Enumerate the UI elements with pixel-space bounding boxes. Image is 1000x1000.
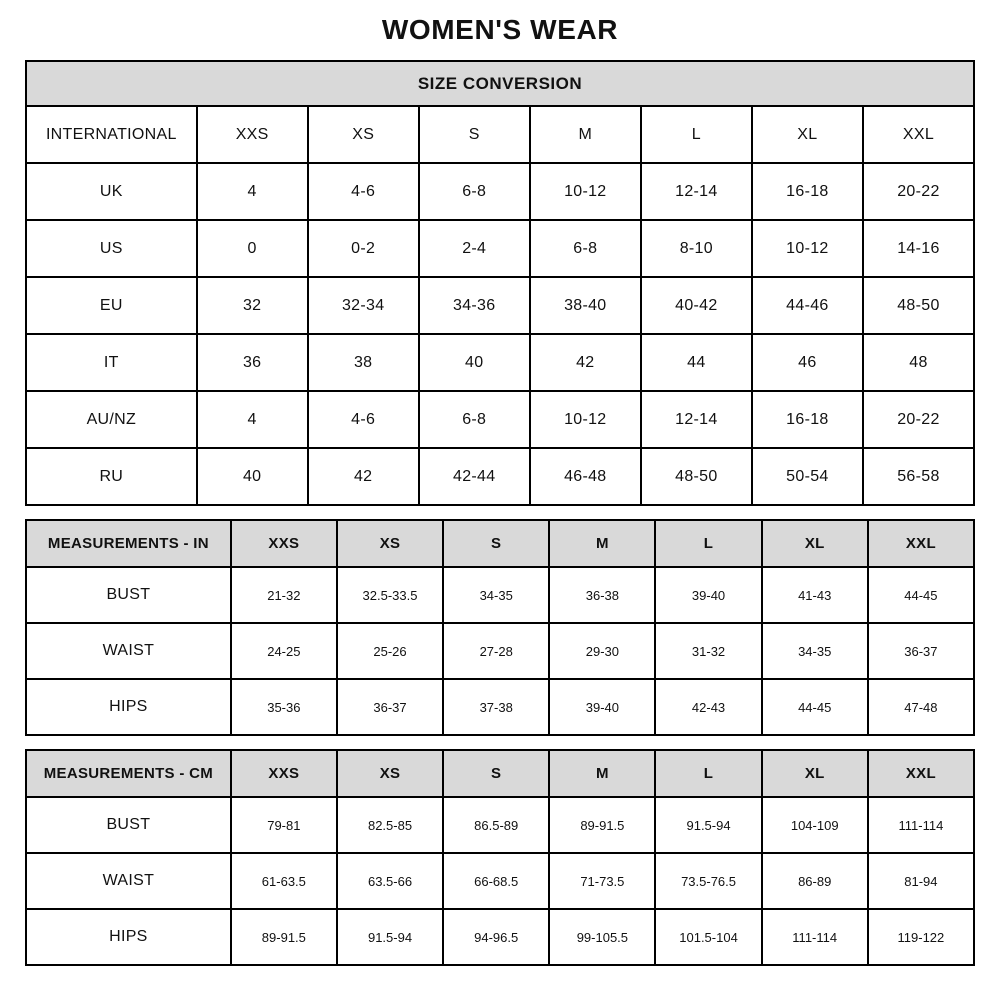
table-cell: 4-6 xyxy=(308,163,419,220)
table-cell: 2-4 xyxy=(419,220,530,277)
table-cell: 12-14 xyxy=(641,163,752,220)
table-cell: 94-96.5 xyxy=(443,909,549,965)
row-label: WAIST xyxy=(26,853,231,909)
table-cell: 86.5-89 xyxy=(443,797,549,853)
table-cell: 48-50 xyxy=(641,448,752,505)
table-row-waist-cm xyxy=(26,853,974,909)
table-cell: 24-25 xyxy=(231,623,337,679)
table-cell: 14-16 xyxy=(863,220,974,277)
table-cell: 48-50 xyxy=(863,277,974,334)
header-cell: XXS xyxy=(231,750,337,797)
table-cell: 89-91.5 xyxy=(231,909,337,965)
measurements-in-title: MEASUREMENTS - IN xyxy=(26,520,231,567)
header-cell: XL xyxy=(762,750,868,797)
table-row-it xyxy=(26,334,974,391)
table-cell: 101.5-104 xyxy=(655,909,761,965)
size-conversion-title-row xyxy=(26,61,974,106)
table-cell: 21-32 xyxy=(231,567,337,623)
table-row-bust-cm xyxy=(26,797,974,853)
table-row-hips-in xyxy=(26,679,974,735)
table-cell: 0 xyxy=(197,220,308,277)
table-cell: 42-43 xyxy=(655,679,761,735)
table-cell: 42 xyxy=(308,448,419,505)
table-cell: 0-2 xyxy=(308,220,419,277)
table-cell: 34-35 xyxy=(443,567,549,623)
table-cell: 32.5-33.5 xyxy=(337,567,443,623)
table-cell: 35-36 xyxy=(231,679,337,735)
table-cell: 38-40 xyxy=(530,277,641,334)
table-cell: 50-54 xyxy=(752,448,863,505)
table-row-hips-cm xyxy=(26,909,974,965)
header-cell: XXS xyxy=(197,106,308,163)
table-cell: 40 xyxy=(197,448,308,505)
table-cell: 86-89 xyxy=(762,853,868,909)
table-cell: 40-42 xyxy=(641,277,752,334)
table-cell: 27-28 xyxy=(443,623,549,679)
header-cell: XL xyxy=(752,106,863,163)
size-conversion-title: SIZE CONVERSION xyxy=(26,61,974,106)
table-cell: 36 xyxy=(197,334,308,391)
table-cell: 39-40 xyxy=(549,679,655,735)
table-cell: 10-12 xyxy=(530,163,641,220)
row-label: BUST xyxy=(26,567,231,623)
header-cell: L xyxy=(655,520,761,567)
header-cell: S xyxy=(443,520,549,567)
table-cell: 36-37 xyxy=(868,623,974,679)
table-row-ru xyxy=(26,448,974,505)
row-label: IT xyxy=(26,334,197,391)
size-conversion-header-row xyxy=(26,106,974,163)
row-label: HIPS xyxy=(26,679,231,735)
table-cell: 32 xyxy=(197,277,308,334)
header-cell: XS xyxy=(337,750,443,797)
header-cell: L xyxy=(641,106,752,163)
table-cell: 37-38 xyxy=(443,679,549,735)
header-cell: XL xyxy=(762,520,868,567)
table-cell: 119-122 xyxy=(868,909,974,965)
header-cell: L xyxy=(655,750,761,797)
table-cell: 32-34 xyxy=(308,277,419,334)
table-cell: 16-18 xyxy=(752,391,863,448)
measurements-in-header-row xyxy=(26,520,974,567)
table-row-aunz xyxy=(26,391,974,448)
measurements-cm-header-row xyxy=(26,750,974,797)
row-label: UK xyxy=(26,163,197,220)
table-cell: 20-22 xyxy=(863,163,974,220)
table-row-bust-in xyxy=(26,567,974,623)
header-cell: S xyxy=(443,750,549,797)
table-cell: 47-48 xyxy=(868,679,974,735)
page-title: WOMEN'S WEAR xyxy=(381,14,619,45)
table-cell: 44-45 xyxy=(868,567,974,623)
row-label: US xyxy=(26,220,197,277)
row-label: AU/NZ xyxy=(26,391,197,448)
table-cell: 36-38 xyxy=(549,567,655,623)
row-label: WAIST xyxy=(26,623,231,679)
table-cell: 42-44 xyxy=(419,448,530,505)
table-cell: 34-36 xyxy=(419,277,530,334)
size-conversion-table xyxy=(25,60,975,506)
table-cell: 82.5-85 xyxy=(337,797,443,853)
table-cell: 25-26 xyxy=(337,623,443,679)
table-cell: 99-105.5 xyxy=(549,909,655,965)
table-cell: 40 xyxy=(419,334,530,391)
table-cell: 44-45 xyxy=(762,679,868,735)
table-cell: 111-114 xyxy=(868,797,974,853)
table-row-eu xyxy=(26,277,974,334)
table-cell: 89-91.5 xyxy=(549,797,655,853)
table-row-us xyxy=(26,220,974,277)
table-cell: 29-30 xyxy=(549,623,655,679)
table-cell: 8-10 xyxy=(641,220,752,277)
table-cell: 6-8 xyxy=(419,163,530,220)
table-cell: 4 xyxy=(197,163,308,220)
table-cell: 4 xyxy=(197,391,308,448)
table-cell: 12-14 xyxy=(641,391,752,448)
table-cell: 111-114 xyxy=(762,909,868,965)
table-cell: 16-18 xyxy=(752,163,863,220)
table-cell: 34-35 xyxy=(762,623,868,679)
table-cell: 61-63.5 xyxy=(231,853,337,909)
header-cell: XXL xyxy=(863,106,974,163)
table-cell: 41-43 xyxy=(762,567,868,623)
table-cell: 44-46 xyxy=(752,277,863,334)
table-cell: 4-6 xyxy=(308,391,419,448)
row-label: HIPS xyxy=(26,909,231,965)
table-cell: 36-37 xyxy=(337,679,443,735)
table-cell: 66-68.5 xyxy=(443,853,549,909)
header-cell: INTERNATIONAL xyxy=(26,106,197,163)
table-cell: 10-12 xyxy=(530,391,641,448)
table-cell: 71-73.5 xyxy=(549,853,655,909)
table-cell: 39-40 xyxy=(655,567,761,623)
header-cell: XS xyxy=(337,520,443,567)
table-cell: 6-8 xyxy=(419,391,530,448)
table-row-waist-in xyxy=(26,623,974,679)
header-cell: M xyxy=(530,106,641,163)
header-cell: M xyxy=(549,750,655,797)
table-cell: 31-32 xyxy=(655,623,761,679)
table-cell: 73.5-76.5 xyxy=(655,853,761,909)
measurements-cm-title: MEASUREMENTS - CM xyxy=(26,750,231,797)
row-label: BUST xyxy=(26,797,231,853)
header-cell: XXS xyxy=(231,520,337,567)
table-cell: 6-8 xyxy=(530,220,641,277)
table-cell: 81-94 xyxy=(868,853,974,909)
table-cell: 38 xyxy=(308,334,419,391)
table-cell: 10-12 xyxy=(752,220,863,277)
header-cell: XS xyxy=(308,106,419,163)
table-cell: 79-81 xyxy=(231,797,337,853)
measurements-cm-table xyxy=(25,749,975,966)
table-cell: 46-48 xyxy=(530,448,641,505)
table-cell: 104-109 xyxy=(762,797,868,853)
table-cell: 56-58 xyxy=(863,448,974,505)
table-cell: 44 xyxy=(641,334,752,391)
header-cell: XXL xyxy=(868,520,974,567)
header-cell: S xyxy=(419,106,530,163)
table-cell: 48 xyxy=(863,334,974,391)
table-cell: 46 xyxy=(752,334,863,391)
table-cell: 63.5-66 xyxy=(337,853,443,909)
measurements-in-table xyxy=(25,519,975,736)
table-cell: 42 xyxy=(530,334,641,391)
table-cell: 20-22 xyxy=(863,391,974,448)
table-cell: 91.5-94 xyxy=(337,909,443,965)
row-label: EU xyxy=(26,277,197,334)
header-cell: M xyxy=(549,520,655,567)
header-cell: XXL xyxy=(868,750,974,797)
table-cell: 91.5-94 xyxy=(655,797,761,853)
row-label: RU xyxy=(26,448,197,505)
table-row-uk xyxy=(26,163,974,220)
